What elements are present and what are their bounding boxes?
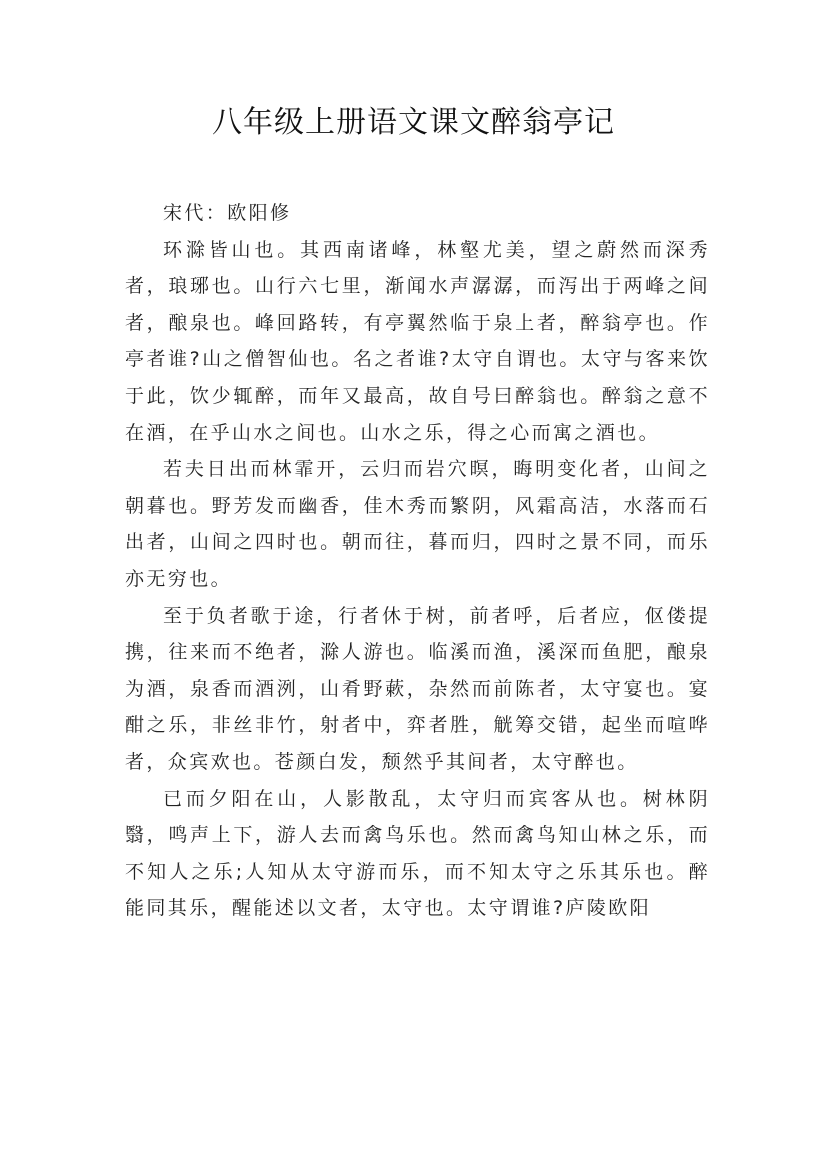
paragraph-4: 已而夕阳在山，人影散乱，太守归而宾客从也。树林阴翳，鸣声上下，游人去而禽鸟乐也。然而禽鸟知山林之乐，而不知人之乐;人知从太守游而乐，而不知太守之乐其乐也。醉能同其乐，醒能述以文者，太守也。太守谓谁?庐陵欧阳 bbox=[125, 787, 710, 920]
author-line: 宋代：欧阳修 bbox=[163, 202, 292, 224]
paragraph-2: 若夫日出而林霏开，云归而岩穴暝，晦明变化者，山间之朝暮也。野芳发而幽香，佳木秀而繁阴，风霜高洁，水落而石出者，山间之四时也。朝而往，暮而归，四时之景不同，而乐亦无穷也。 bbox=[125, 458, 710, 590]
paragraph-3: 至于负者歌于途，行者休于树，前者呼，后者应，伛偻提携，往来而不绝者，滁人游也。临溪而渔，溪深而鱼肥，酿泉为酒，泉香而酒洌，山肴野蔌，杂然而前陈者，太守宴也。宴酣之乐，非丝非竹，射者中，弈者胜，觥筹交错，起坐而喧哗者，众宾欢也。苍颜白发，颓然乎其间者，太守醉也。 bbox=[125, 604, 710, 773]
document-title: 八年级上册语文课文醉翁亭记 bbox=[212, 105, 615, 140]
paragraph-1: 环滁皆山也。其西南诸峰，林壑尤美，望之蔚然而深秀者，琅琊也。山行六七里，渐闻水声潺潺，而泻出于两峰之间者，酿泉也。峰回路转，有亭翼然临于泉上者，醉翁亭也。作亭者谁?山之僧智仙也。名之者谁?太守自谓也。太守与客来饮于此，饮少辄醉，而年又最高，故自号曰醉翁也。醉翁之意不在酒，在乎山水之间也。山水之乐，得之心而寓之酒也。 bbox=[125, 238, 710, 444]
document-body bbox=[125, 195, 710, 927]
